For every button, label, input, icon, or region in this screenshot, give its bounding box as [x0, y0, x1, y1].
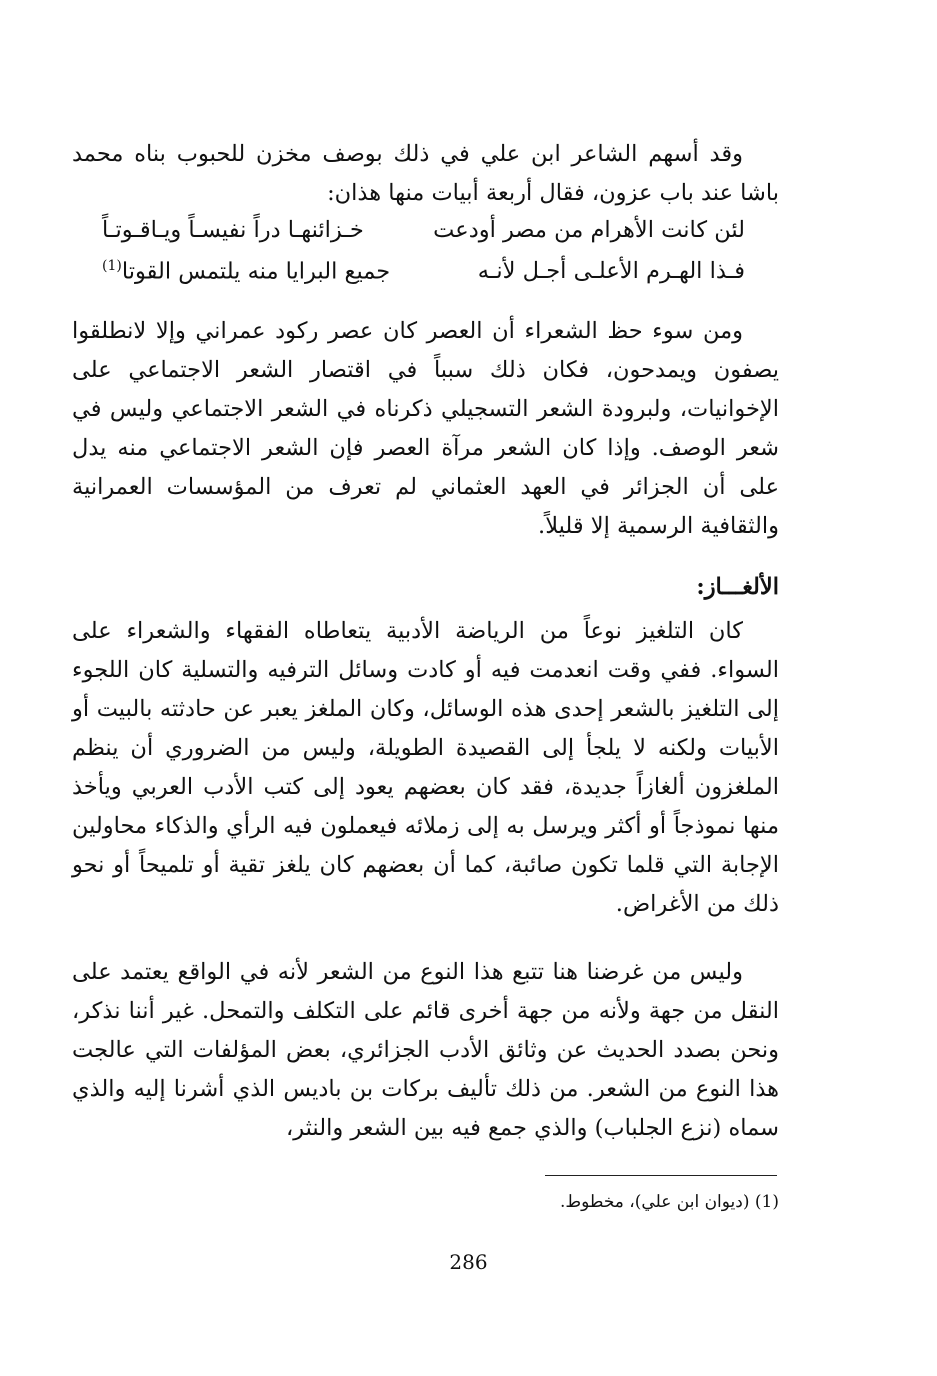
page-number: 286 [449, 1250, 488, 1274]
paragraph-text: كان التلغيز نوعاً من الرياضة الأدبية يتعاطاه الفقهاء والشعراء على السواء. ففي وقت انعدمت فيه أو كادت وسائل الترفيه والتسلية كان اللجوء إلى التلغيز بالشعر إحدى هذه الوسائل، وكان الملغز يعبر عن حادثته بالبيت أو الأبيات ولكنه لا يلجأ إلى القصيدة الطويلة، وليس من الضروري أن ينظم الملغزون ألغازاً جديدة، فقد كان بعضهم يعود إلى كتب الأدب العربي ويأخذ منها نموذجاً أو أكثر ويرسل به إلى زملائه فيعملون فيه الرأي والذكاء محاولين الإجابة التي قلما تكون صائبة، كما أن بعضهم كان يلغز تقية أو تلميحاً أو نحو ذلك من الأغراض. [72, 618, 779, 917]
section-heading: الألغـــاز: [696, 574, 779, 600]
paragraph-riddles [72, 612, 779, 924]
paragraph-text: وليس من غرضنا هنا تتبع هذا النوع من الشعر لأنه في الواقع يعتمد على النقل من جهة ولأنه من جهة أخرى قائم على التكلف والتمحل. غير أننا نذكر، ونحن بصدد الحديث عن وثائق الأدب الجزائري، بعض المؤلفات التي عالجت هذا النوع من الشعر. من ذلك تأليف بركات بن باديس الذي أشرنا إليه والذي سماه (نزع الجلباب) والذي جمع فيه بين الشعر والنثر، [72, 959, 779, 1141]
footnote-divider [545, 1175, 777, 1176]
verse-text: جميع البرايا منه يلتمس القوتا [121, 258, 391, 285]
paragraph-social-poetry [72, 312, 779, 546]
verse-second-hemistich [102, 258, 390, 285]
footnote-marker: (1) [102, 258, 122, 274]
paragraph-text: ومن سوء حظ الشعراء أن العصر كان عصر ركود عمراني وإلا لانطلقوا يصفون ويمدحون، فكان ذلك سبباً في اقتصار الشعر الاجتماعي على الإخوانيات، ولبرودة الشعر التسجيلي ذكرناه في الشعر الاجتماعي وليس في شعر الوصف. وإذا كان الشعر مرآة العصر فإن الشعر الاجتماعي منه يدل على أن الجزائر في العهد العثماني لم تعرف من المؤسسات العمرانية والثقافية الرسمية إلا قليلاً. [72, 318, 779, 539]
poem-verse-1 [72, 217, 779, 257]
footnote: (1) (ديوان ابن علي)، مخطوط. [559, 1192, 779, 1212]
poem-verse-2 [72, 258, 779, 298]
paragraph-riddles-works [72, 953, 779, 1148]
verse-first-hemistich: لئن كانت الأهرام من مصر أودعت [433, 217, 745, 243]
verse-first-hemistich: فـذا الهـرم الأعلـى أجـل لأنـه [477, 258, 745, 284]
verse-second-hemistich: خـزائنهـا دراً نفيسـاً ويـاقـوتـاً [102, 217, 364, 243]
paragraph-intro [72, 135, 779, 213]
paragraph-text: وقد أسهم الشاعر ابن علي في ذلك بوصف مخزن للحبوب بناه محمد باشا عند باب عزون، فقال أربعة أبيات منها هذان: [72, 141, 779, 206]
